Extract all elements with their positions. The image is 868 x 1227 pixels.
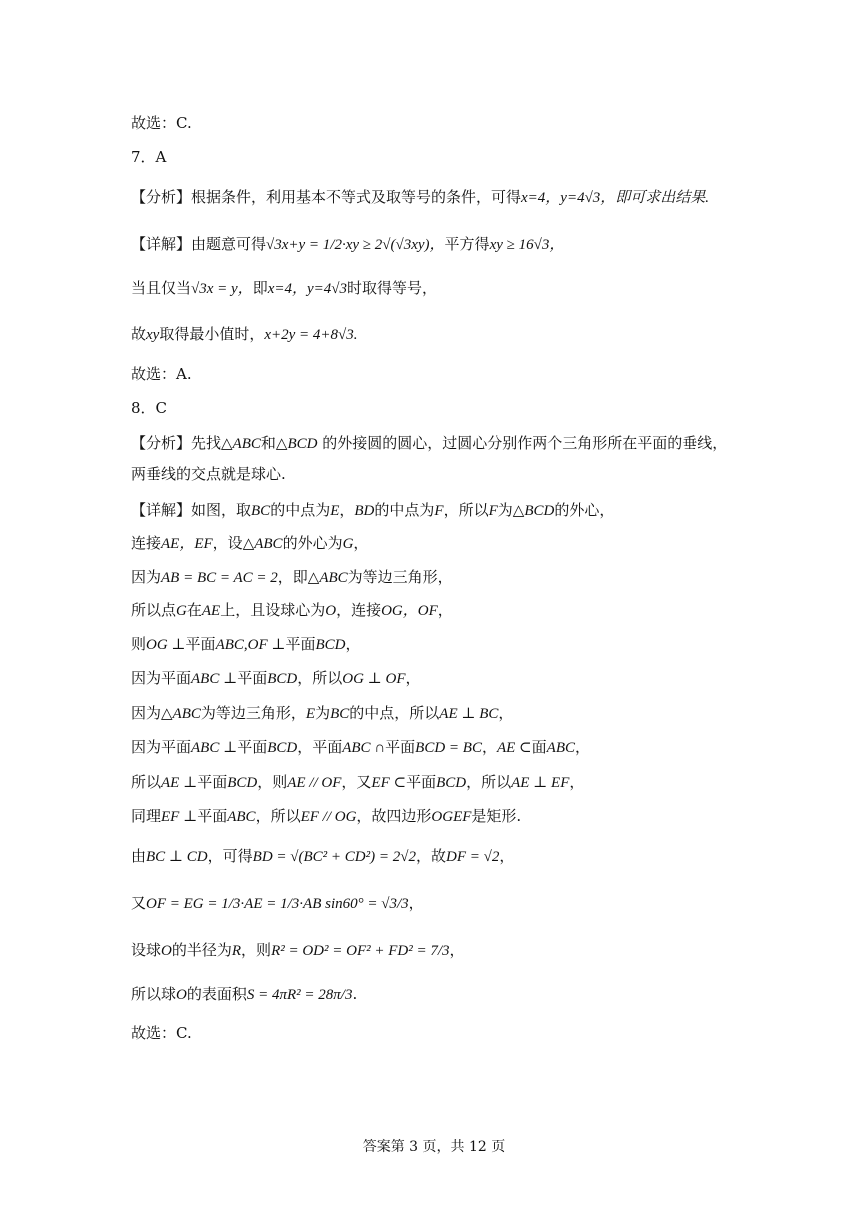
text: 设球	[131, 941, 162, 959]
math: BD	[354, 503, 375, 519]
text: ，	[499, 847, 515, 865]
text: 【分析】根据条件，利用基本不等式及取等号的条件，可得	[131, 188, 522, 206]
line-8	[131, 398, 167, 418]
text: 为等边三角形，	[347, 568, 453, 586]
math: △ABC	[307, 570, 348, 586]
math: BCD	[315, 637, 346, 653]
math: √3x+y = 1/2·xy ≥ 2√(√3xy)，	[266, 237, 445, 253]
math: E	[305, 706, 316, 722]
page-footer: 答案第 3 页，共 12 页	[362, 1139, 506, 1155]
math: △ABC	[161, 706, 201, 722]
math: BD = √(BC² + CD²) = 2√2	[252, 849, 416, 865]
math: R² = OD² = OF² + FD² = 7/3	[271, 943, 450, 959]
text: 平面	[237, 669, 268, 687]
line-24	[131, 984, 357, 1005]
text: 的中点，所以	[349, 704, 440, 722]
math: OF = EG = 1/3·AE = 1/3·AB sin60° = √3/3	[146, 896, 409, 912]
text: 因为平面	[131, 669, 192, 687]
text: 又	[131, 894, 147, 912]
line-25	[131, 1023, 192, 1043]
text: 的外心为	[282, 534, 343, 552]
text: 的表面积	[186, 985, 247, 1003]
text: 因为	[131, 704, 162, 722]
math: ABC	[546, 740, 575, 756]
line-12	[131, 533, 368, 554]
math: ABC,OF ⊥	[215, 637, 286, 653]
math: AE ⊂	[496, 740, 532, 756]
text: 故选：C.	[131, 114, 192, 132]
text: 上，且设球心为	[220, 601, 326, 619]
text: 为等边三角形，	[200, 704, 306, 722]
line-19	[131, 772, 584, 793]
text: 【详解】由题意可得	[131, 235, 267, 253]
math: E	[330, 503, 340, 519]
math: OG ⊥	[146, 637, 186, 653]
text: ，	[408, 894, 424, 912]
line-15	[131, 634, 361, 655]
text: 由	[131, 847, 147, 865]
text: 的中点为	[374, 501, 435, 519]
line-23	[131, 940, 465, 961]
text: 则	[131, 635, 147, 653]
text: 两垂线的交点就是球心.	[131, 465, 286, 483]
math: OG ⊥ OF	[342, 671, 406, 687]
text: 的外接圆的圆心，过圆心分别作两个三角形所在平面的垂线，	[322, 434, 728, 452]
text: 即	[252, 279, 268, 297]
text: 故	[131, 325, 147, 343]
text: ，所以	[255, 807, 301, 825]
math: xy	[146, 327, 160, 343]
text: ，所以	[443, 501, 489, 519]
math: AB = BC = AC = 2	[161, 570, 278, 586]
text: 同理	[131, 807, 162, 825]
text: ，连接	[336, 601, 382, 619]
text: 平面	[197, 773, 228, 791]
math: AE // OF	[287, 775, 342, 791]
line-2	[131, 147, 166, 167]
math: √3x = y，	[191, 281, 253, 297]
text: 和	[260, 434, 276, 452]
text: ，可得	[207, 847, 253, 865]
math: OGEF	[431, 809, 472, 825]
line-11	[131, 500, 614, 521]
text: ，	[353, 534, 369, 552]
math: AE ⊥ BC	[439, 706, 499, 722]
line-13	[131, 567, 453, 588]
math: ABC ⊥	[191, 671, 238, 687]
text: ，设	[212, 534, 243, 552]
line-17	[131, 703, 513, 724]
text: ，则	[241, 941, 272, 959]
math: O	[325, 603, 337, 619]
math: EF ⊥	[161, 809, 198, 825]
text: 在	[186, 601, 202, 619]
text: 8．C	[131, 399, 168, 417]
text: ，又	[341, 773, 372, 791]
text: ，	[569, 773, 585, 791]
line-3	[131, 187, 709, 208]
text: 7．A	[131, 148, 167, 166]
text: 所以点	[131, 601, 177, 619]
text: 是矩形.	[471, 807, 522, 825]
text: 为	[315, 704, 331, 722]
math: △ABC	[242, 536, 283, 552]
math: AE ⊥	[161, 775, 198, 791]
text: 平面	[285, 635, 316, 653]
text: ，	[405, 669, 421, 687]
math: xy ≥ 16√3，	[489, 237, 565, 253]
text: 取得最小值时，	[159, 325, 265, 343]
text: .	[352, 985, 358, 1003]
math: F	[434, 503, 444, 519]
line-4	[131, 234, 564, 255]
text: 因为平面	[131, 738, 192, 756]
text: 平面	[185, 635, 216, 653]
math: EF ⊂	[371, 775, 407, 791]
line-21	[131, 846, 514, 867]
text: 连接	[131, 534, 162, 552]
math: O	[161, 943, 172, 959]
text: 平面	[406, 773, 437, 791]
math: ABC ∩	[342, 740, 386, 756]
text: 【详解】如图，取	[131, 501, 252, 519]
line-9	[131, 433, 727, 454]
math: x+2y = 4+8√3.	[264, 327, 358, 343]
text: 面	[531, 738, 547, 756]
text: 所以	[131, 773, 162, 791]
text: ，即	[277, 568, 308, 586]
text: 因为	[131, 568, 162, 586]
text: 故选：A.	[131, 365, 192, 383]
math: x=4，y=4√3，即可求出结果.	[521, 190, 710, 206]
text: 当且仅当	[131, 279, 192, 297]
line-16	[131, 668, 421, 689]
text: 平面	[237, 738, 268, 756]
math: △BCD	[275, 436, 318, 452]
math: O	[176, 987, 187, 1003]
math: AE	[201, 603, 221, 619]
line-7	[131, 364, 192, 384]
math: BCD	[267, 740, 298, 756]
math: AE ⊥ EF	[511, 775, 570, 791]
text: 平面	[385, 738, 416, 756]
line-6	[131, 324, 358, 345]
math: BCD	[267, 671, 298, 687]
math: BCD = BC	[415, 740, 482, 756]
math: OG，OF	[381, 603, 438, 619]
line-10	[131, 464, 286, 484]
math: △BCD	[512, 503, 555, 519]
math: BCD	[227, 775, 258, 791]
math: BC	[330, 706, 350, 722]
text: ，	[575, 738, 591, 756]
math: DF = √2	[446, 849, 500, 865]
text: 时取得等号，	[347, 279, 438, 297]
text: ，	[449, 941, 465, 959]
text: 平方得	[444, 235, 490, 253]
text: 的半径为	[171, 941, 232, 959]
math: G	[176, 603, 187, 619]
math: S = 4πR² = 28π/3	[246, 987, 353, 1003]
math: AE，EF	[161, 536, 213, 552]
math: BC	[251, 503, 271, 519]
math: x=4，y=4√3	[267, 281, 347, 297]
text: 的中点为	[270, 501, 331, 519]
text: ，故	[415, 847, 446, 865]
text: ，	[481, 738, 497, 756]
line-20	[131, 806, 521, 827]
text: ，	[437, 601, 453, 619]
math: F	[488, 503, 498, 519]
text: ，	[345, 635, 361, 653]
text: ，故四边形	[356, 807, 432, 825]
math: BC ⊥ CD	[146, 849, 208, 865]
text: ，平面	[297, 738, 343, 756]
math: BCD	[436, 775, 467, 791]
math: R	[231, 943, 242, 959]
math: EF // OG	[300, 809, 357, 825]
text: ，所以	[297, 669, 343, 687]
math: ABC ⊥	[191, 740, 238, 756]
text: 平面	[197, 807, 228, 825]
line-14	[131, 600, 453, 621]
text: 故选：C.	[131, 1024, 192, 1042]
math: G	[342, 536, 354, 552]
text: 【分析】先找	[131, 434, 222, 452]
line-22	[131, 893, 424, 914]
text: ，	[339, 501, 355, 519]
text: 的外心，	[554, 501, 615, 519]
line-18	[131, 737, 590, 758]
text: ，所以	[466, 773, 512, 791]
text: ，则	[257, 773, 288, 791]
text: ，	[498, 704, 514, 722]
math: ABC	[227, 809, 256, 825]
line-5	[131, 278, 437, 299]
text: 所以球	[131, 985, 177, 1003]
line-1	[131, 113, 192, 133]
text: 为	[497, 501, 513, 519]
math: △ABC	[221, 436, 261, 452]
